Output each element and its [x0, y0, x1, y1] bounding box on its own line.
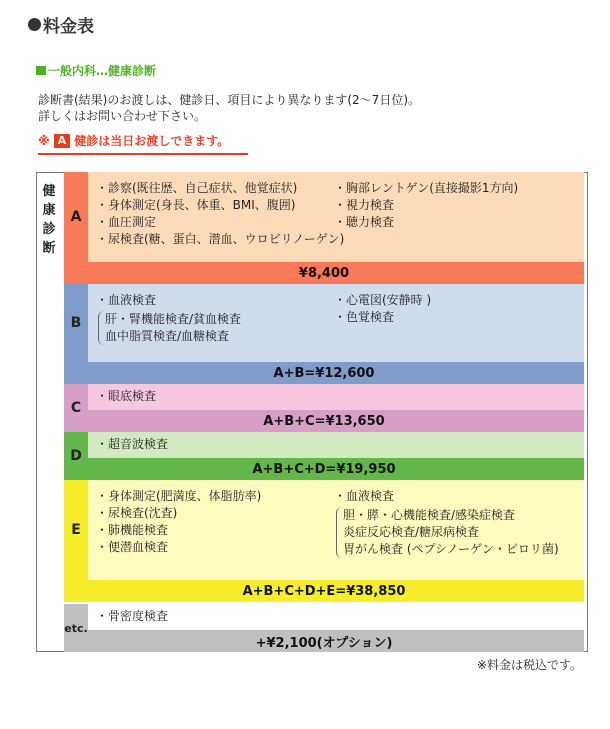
list-item: ・血圧測定 — [96, 215, 157, 229]
description-line-2: 詳しくはお問い合わせ下さい。 — [38, 109, 207, 123]
plan-c-letter: C — [64, 384, 88, 432]
plan-b-blood-test-group — [98, 311, 241, 345]
plan-c-total: A+B+C=¥13,650 — [64, 410, 584, 432]
plan-e-items-left — [96, 488, 261, 556]
plan-c-body — [64, 384, 584, 416]
bullet-dot-icon — [28, 18, 41, 31]
plan-e-blood-test-group — [336, 507, 559, 558]
list-item: ・超音波検査 — [96, 437, 169, 451]
plan-d-letter: D — [64, 432, 88, 480]
vlabel-char: 診 — [42, 222, 56, 237]
plan-b-items-right — [334, 292, 431, 326]
same-day-notice — [38, 132, 248, 155]
list-item: ・心電図(安静時 ) — [334, 293, 432, 307]
plan-e-items-right — [334, 488, 559, 558]
plan-a-items-right — [334, 180, 518, 231]
list-item: ・胸部レントゲン(直接撮影1方向) — [334, 181, 519, 195]
list-item: ・尿検査(糖、蛋白、潜血、ウロビリノーゲン) — [96, 232, 345, 246]
list-item: ・尿検査(沈査) — [96, 506, 178, 520]
list-item: ・便潜血検査 — [96, 540, 169, 554]
plan-a-items-left — [96, 180, 344, 248]
list-item: 炎症反応検査/糖尿病検査 — [343, 525, 480, 539]
list-item: 血中脂質検査/血糖検査 — [105, 329, 230, 343]
plan-etc-body — [64, 604, 584, 635]
subheading-text: 一般内科…健康診断 — [48, 64, 157, 78]
vlabel-char: 健 — [42, 184, 56, 199]
list-item: ・身体測定(肥満度、体脂肪率) — [96, 489, 262, 503]
square-bullet-icon — [36, 66, 46, 75]
plan-a-letter: A — [64, 172, 88, 262]
plan-d-total: A+B+C+D=¥19,950 — [64, 458, 584, 480]
section-subheading — [36, 62, 156, 79]
list-item: ・聴力検査 — [334, 215, 395, 229]
page-title-text: 料金表 — [43, 17, 94, 37]
list-item: ・身体測定(身長、体重、BMI、腹囲) — [96, 198, 296, 212]
page-title — [28, 12, 94, 37]
plan-d-body — [64, 432, 584, 464]
list-item: ・骨密度検査 — [96, 609, 169, 623]
notice-badge: A — [54, 134, 71, 148]
plan-etc-letter: etc. — [64, 604, 88, 652]
list-item: ・肺機能検査 — [96, 523, 169, 537]
plan-e-total: A+B+C+D+E=¥38,850 — [64, 580, 584, 602]
plan-row-etc — [64, 604, 584, 652]
list-item: ・血液検査 — [334, 489, 395, 503]
plan-row-c — [64, 384, 584, 432]
plan-e-body — [64, 480, 584, 580]
notice-prefix: ※ — [38, 133, 50, 148]
plan-d-items-left — [96, 436, 168, 453]
description-line-1: 診断書(結果)のお渡しは、健診日、項目により異なります(2〜7日位)。 — [38, 93, 420, 107]
plan-b-letter: B — [64, 284, 88, 362]
list-item: ・色覚検査 — [334, 310, 395, 324]
description — [38, 92, 420, 124]
plan-etc-total: +¥2,100(オプション) — [64, 630, 584, 652]
plan-row-e — [64, 480, 584, 602]
plan-row-a — [64, 172, 584, 284]
list-item: 肝・腎機能検査/貧血検査 — [105, 312, 242, 326]
plan-c-items-left — [96, 388, 156, 405]
plan-b-body — [64, 284, 584, 362]
plan-row-b — [64, 284, 584, 384]
plan-a-body — [64, 172, 584, 262]
vlabel-char: 断 — [42, 241, 56, 256]
plan-etc-items-left — [96, 608, 168, 625]
notice-text: 健診は当日お渡しできます。 — [74, 134, 230, 148]
vlabel-char: 康 — [42, 203, 56, 218]
plan-e-letter: E — [64, 480, 88, 580]
list-item: 胆・膵・心機能検査/感染症検査 — [343, 508, 516, 522]
tax-included-note: ※料金は税込です。 — [476, 658, 582, 672]
list-item: ・診察(既往歴、自己症状、他覚症状) — [96, 181, 298, 195]
list-item: ・眼底検査 — [96, 389, 157, 403]
list-item: ・視力検査 — [334, 198, 395, 212]
plan-row-d — [64, 432, 584, 480]
list-item: ・血液検査 — [96, 293, 157, 307]
health-checkup-vertical-label — [40, 182, 58, 258]
plan-a-total: ¥8,400 — [64, 262, 584, 284]
plan-b-total: A+B=¥12,600 — [64, 362, 584, 384]
plan-b-items-left — [96, 292, 241, 345]
list-item: 胃がん検査 (ペプシノーゲン・ピロリ菌) — [343, 542, 559, 556]
